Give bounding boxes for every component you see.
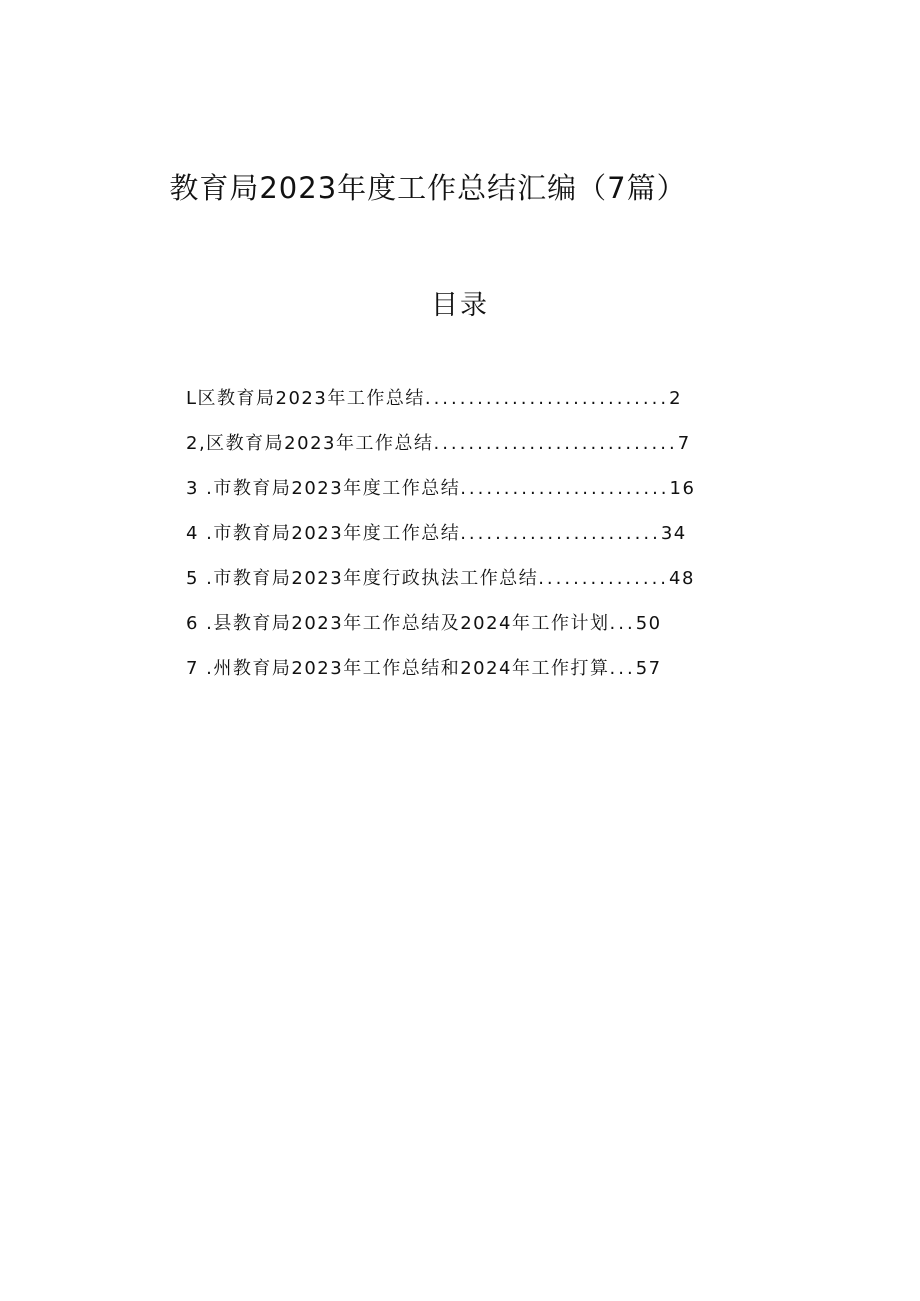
toc-page-number: 34 (660, 523, 687, 544)
toc-page-number: 16 (669, 478, 696, 499)
toc-page-number: 57 (635, 658, 662, 679)
toc-entry-3[interactable] (186, 474, 786, 519)
toc-entry-text: 4 .市教育局2023年度工作总结 (186, 523, 461, 544)
toc-heading: 目录 (431, 290, 489, 321)
toc-page-number: 7 (677, 433, 691, 454)
toc-page-number: 2 (669, 388, 683, 409)
toc-leader-dots: ... (609, 613, 636, 634)
toc-page-number: 48 (669, 568, 695, 589)
toc-entry-6[interactable] (186, 609, 786, 654)
toc-entry-text: 5 .市教育局2023年度行政执法工作总结 (186, 568, 539, 589)
toc-entry-5[interactable] (186, 564, 786, 609)
toc-leader-dots: ... (609, 658, 636, 679)
toc-entry-text: 3 .市教育局2023年度工作总结 (186, 478, 461, 499)
toc-entry-2[interactable] (186, 429, 786, 474)
toc-entry-text: L区教育局2023年工作总结 (186, 388, 425, 409)
toc-entry-7[interactable] (186, 654, 786, 699)
toc-entry-text: 7 .州教育局2023年工作总结和2024年工作打算 (186, 658, 610, 679)
toc-leader-dots: ............................ (424, 388, 670, 409)
toc-leader-dots: ....................... (460, 523, 661, 544)
document-title: 教育局2023年度工作总结汇编（7篇） (169, 171, 687, 205)
toc-entry-text: 6 .县教育局2023年工作总结及2024年工作计划 (186, 613, 610, 634)
toc-leader-dots: ........................ (460, 478, 670, 499)
toc-entry-1[interactable] (186, 384, 786, 429)
toc-leader-dots: ............................ (433, 433, 678, 454)
toc-entry-4[interactable] (186, 519, 786, 564)
table-of-contents (186, 384, 786, 699)
toc-leader-dots: ............... (538, 568, 670, 589)
toc-page-number: 50 (635, 613, 662, 634)
toc-entry-text: 2,区教育局2023年工作总结 (186, 433, 434, 454)
